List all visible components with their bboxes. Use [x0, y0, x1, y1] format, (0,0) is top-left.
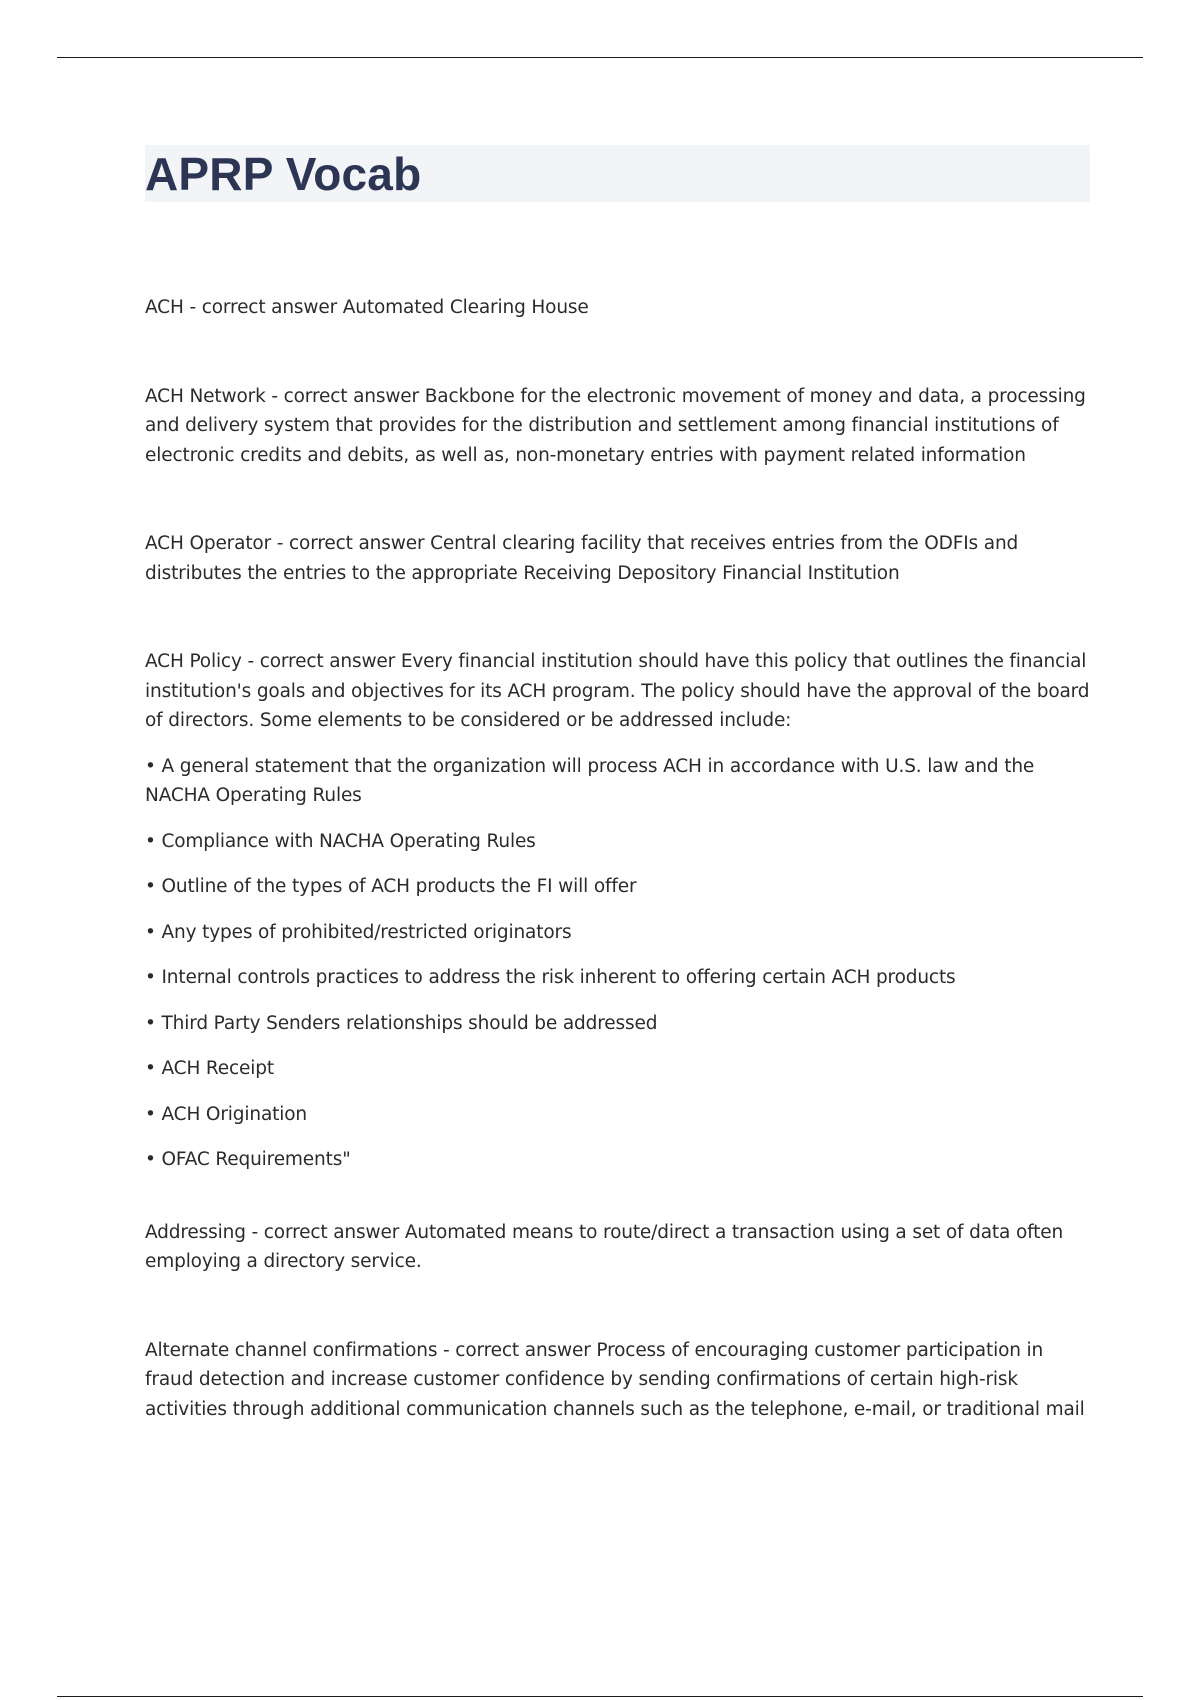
vocab-entry-text: ACH Network - correct answer Backbone for the electronic movement of money and data, a processing and delivery system that provides for the distribution and settlement among financial institutions of electronic credits and debits, as well as, non-monetary entries with payment related information	[145, 385, 1086, 466]
vocab-entry-text: Alternate channel confirmations - correct answer Process of encouraging customer participation in fraud detection and increase customer confidence by sending confirmations of certain high-risk activities through additional communication channels such as the telephone, e-mail, or traditional mail	[145, 1339, 1085, 1420]
vocab-entry-ach-policy	[145, 647, 1090, 1175]
list-item: • Third Party Senders relationships should be addressed	[145, 1012, 658, 1034]
policy-elements-list	[145, 752, 1090, 1175]
vocab-entry-addressing	[145, 1218, 1090, 1277]
top-rule	[57, 57, 1143, 58]
list-item: • Compliance with NACHA Operating Rules	[145, 830, 536, 852]
bottom-rule	[57, 1696, 1143, 1697]
vocab-entry-text: Addressing - correct answer Automated means to route/direct a transaction using a set of data often employing a directory service.	[145, 1221, 1064, 1272]
list-item: • Any types of prohibited/restricted originators	[145, 921, 572, 943]
list-item: • ACH Origination	[145, 1103, 307, 1125]
list-item: • Internal controls practices to address the risk inherent to offering certain ACH products	[145, 967, 956, 988]
list-item: • ACH Receipt	[145, 1058, 274, 1079]
title-band	[145, 145, 1090, 202]
document-body	[145, 145, 1090, 1483]
list-item: • A general statement that the organization will process ACH in accordance with U.S. law and the NACHA Operating Rules	[145, 755, 1035, 806]
vocab-entry-text: ACH Policy - correct answer Every financial institution should have this policy that outlines the financial institution's goals and objectives for its ACH program. The policy should have the approval of the board of directors. Some elements to be considered or be addressed include:	[145, 651, 1090, 731]
vocab-entry-alternate-channel-confirmations	[145, 1336, 1090, 1425]
vocab-entry-text: ACH Operator - correct answer Central clearing facility that receives entries from the ODFIs and distributes the entries to the appropriate Receiving Depository Financial Institution	[145, 533, 1019, 584]
vocab-list	[145, 293, 1090, 1424]
list-item: • OFAC Requirements"	[145, 1149, 351, 1170]
vocab-entry-text: ACH - correct answer Automated Clearing House	[145, 297, 589, 318]
list-item: • Outline of the types of ACH products the FI will offer	[145, 876, 637, 897]
page-title: APRP Vocab	[145, 147, 422, 200]
vocab-entry-ach-network	[145, 382, 1090, 471]
vocab-entry-ach-operator	[145, 529, 1090, 588]
vocab-entry-ach	[145, 293, 1090, 323]
